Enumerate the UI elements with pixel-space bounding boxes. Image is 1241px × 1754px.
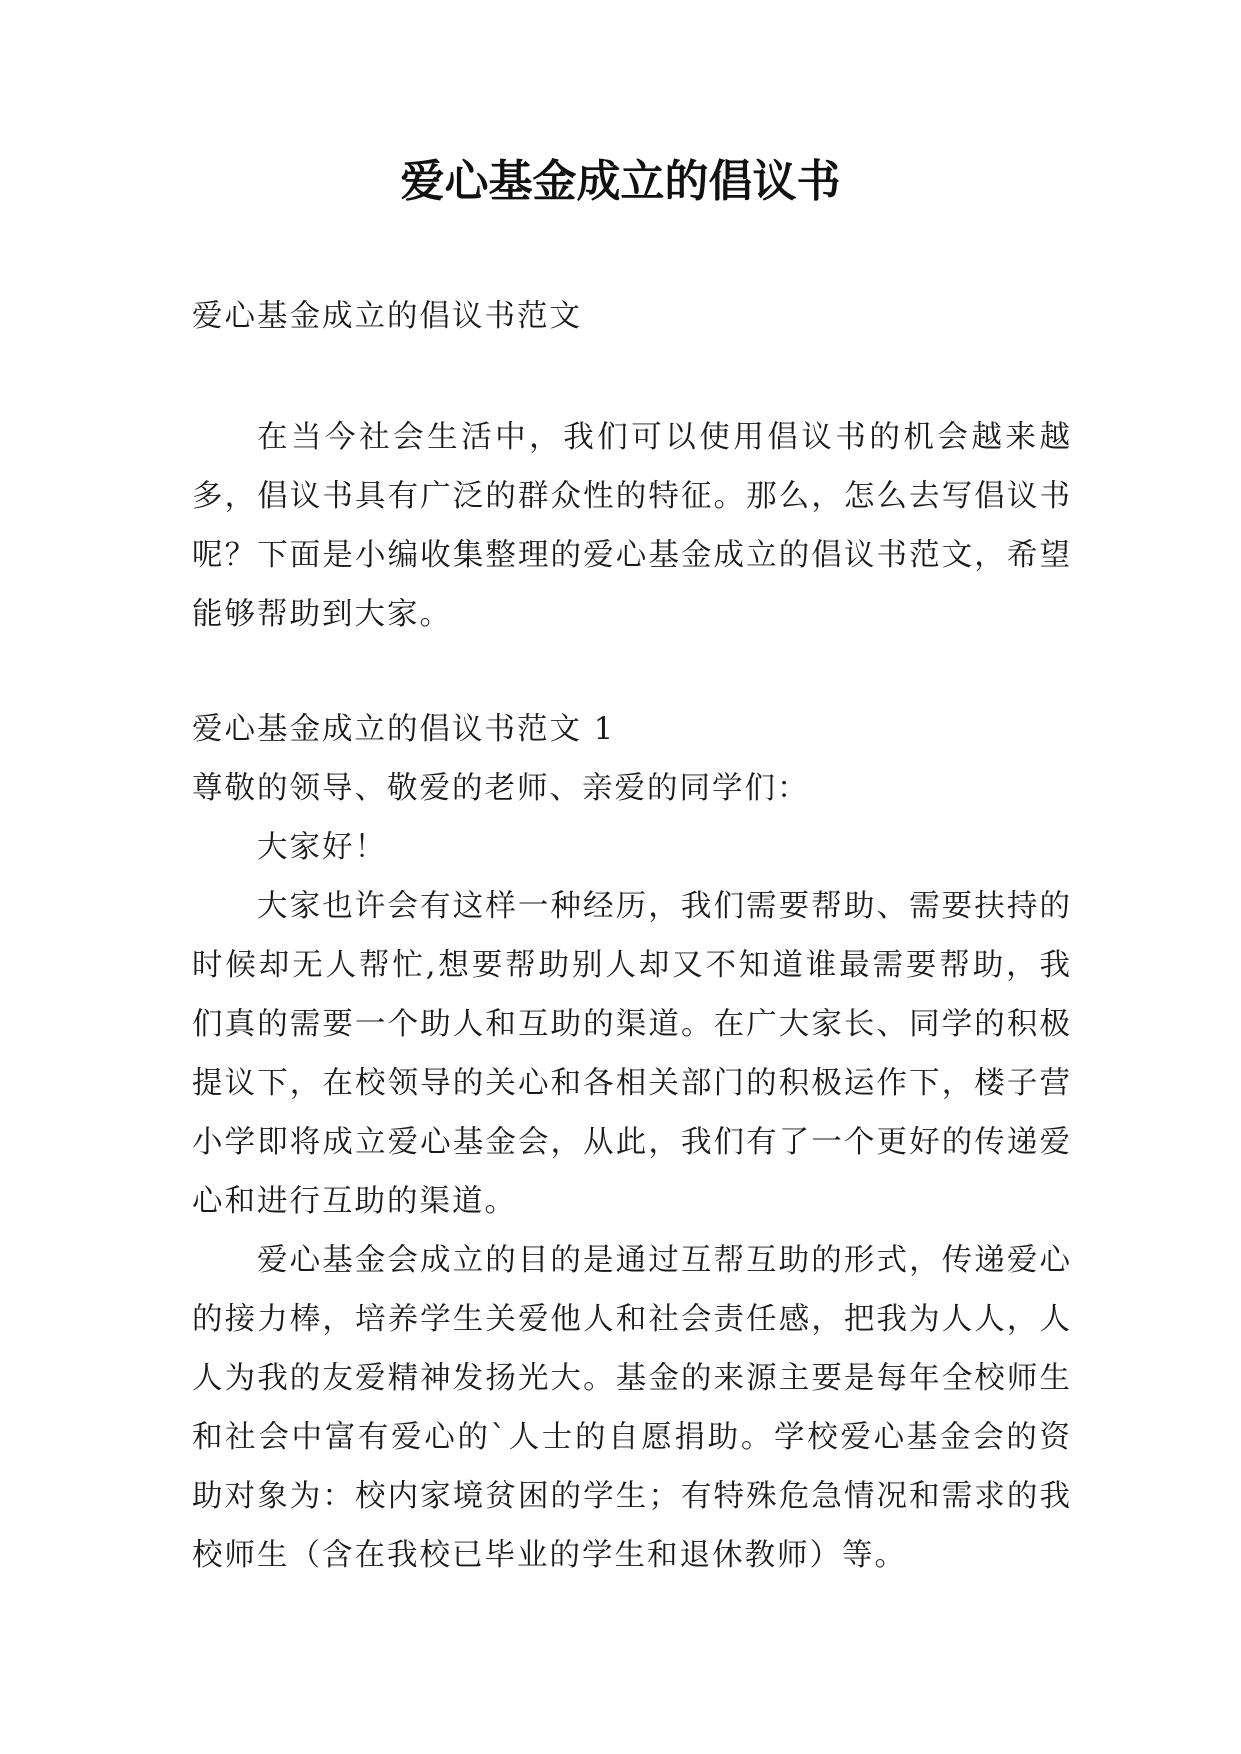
document-subtitle: 爱心基金成立的倡议书范文	[192, 299, 582, 334]
section-heading: 爱心基金成立的倡议书范文 1	[192, 712, 616, 747]
body-paragraph: 大家也许会有这样一种经历，我们需要帮助、需要扶持的时候却无人帮忙,想要帮助别人却又不知道谁最需要帮助，我们真的需要一个助人和互助的渠道。在广大家长、同学的积极提议下，在校领导的关心和各相关部门的积极运作下，楼子营小学即将成立爱心基金会，从此，我们有了一个更好的传递爱心和进行互助的渠道。	[192, 889, 1072, 1219]
intro-paragraph: 在当今社会生活中，我们可以使用倡议书的机会越来越多，倡议书具有广泛的群众性的特征。那么，怎么去写倡议书呢？下面是小编收集整理的爱心基金成立的倡议书范文，希望能够帮助到大家。	[192, 420, 1072, 632]
salutation: 尊敬的领导、敬爱的老师、亲爱的同学们：	[192, 771, 810, 806]
body-paragraph: 爱心基金会成立的目的是通过互帮互助的形式，传递爱心的接力棒，培养学生关爱他人和社会责任感，把我为人人，人人为我的友爱精神发扬光大。基金的来源主要是每年全校师生和社会中富有爱心的`人士的自愿捐助。学校爱心基金会的资助对象为：校内家境贫困的学生；有特殊危急情况和需求的我校师生（含在我校已毕业的学生和退休教师）等。	[192, 1243, 1072, 1573]
section-1	[192, 700, 1072, 1585]
greeting: 大家好！	[257, 830, 387, 865]
document-title: 爱心基金成立的倡议书	[400, 156, 841, 207]
